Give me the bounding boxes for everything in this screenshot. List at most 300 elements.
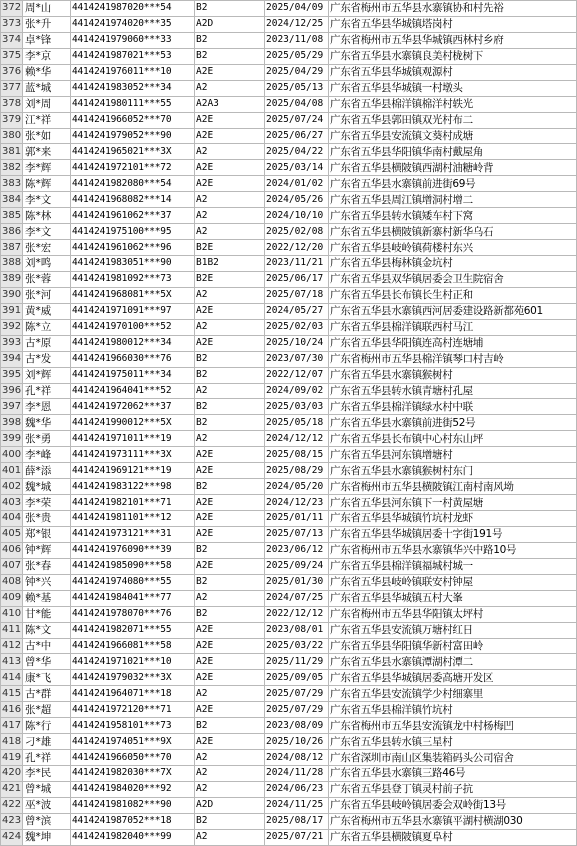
cell-date[interactable]: 2023/06/12 [265, 542, 329, 558]
cell-date[interactable]: 2025/04/22 [265, 144, 329, 160]
cell-name[interactable]: 赖*华 [23, 64, 71, 80]
cell-address[interactable]: 广东省五华县安流镇学少村细寨里 [329, 686, 577, 702]
row-header[interactable]: 379 [1, 112, 23, 128]
cell-license-class[interactable]: B2 [195, 399, 265, 415]
cell-name[interactable]: 黄*威 [23, 303, 71, 319]
cell-id-number[interactable]: 4414241974080***55 [71, 574, 195, 590]
cell-date[interactable]: 2024/08/12 [265, 750, 329, 766]
cell-license-class[interactable]: A2E [195, 112, 265, 128]
cell-name[interactable]: 古*发 [23, 351, 71, 367]
cell-address[interactable]: 广东省五华县河东镇下一村黄屋塘 [329, 495, 577, 511]
cell-license-class[interactable]: B1B2 [195, 256, 265, 272]
cell-address[interactable]: 广东省梅州市五华县横陂镇江南村南风坳 [329, 479, 577, 495]
cell-name[interactable]: 李*荣 [23, 495, 71, 511]
cell-name[interactable]: 张*超 [23, 702, 71, 718]
row-header[interactable]: 398 [1, 415, 23, 431]
cell-name[interactable]: 古*中 [23, 638, 71, 654]
row-header[interactable]: 424 [1, 829, 23, 845]
row-header[interactable]: 376 [1, 64, 23, 80]
cell-name[interactable]: 甘*能 [23, 606, 71, 622]
row-header[interactable]: 419 [1, 750, 23, 766]
cell-id-number[interactable]: 4414241974020***35 [71, 16, 195, 32]
cell-license-class[interactable]: A2E [195, 511, 265, 527]
cell-date[interactable]: 2025/10/24 [265, 335, 329, 351]
row-header[interactable]: 400 [1, 447, 23, 463]
cell-date[interactable]: 2024/05/20 [265, 479, 329, 495]
cell-license-class[interactable]: A2E [195, 526, 265, 542]
cell-id-number[interactable]: 4414241972101***72 [71, 160, 195, 176]
cell-address[interactable]: 广东省五华县水寨镇猴树村 [329, 367, 577, 383]
cell-address[interactable]: 广东省五华县水寨镇猴树村东门 [329, 463, 577, 479]
cell-id-number[interactable]: 4414241969121***19 [71, 463, 195, 479]
cell-license-class[interactable]: A2E [195, 734, 265, 750]
cell-id-number[interactable]: 4414241981101***12 [71, 511, 195, 527]
cell-name[interactable]: 郭*来 [23, 144, 71, 160]
cell-date[interactable]: 2025/11/29 [265, 654, 329, 670]
cell-name[interactable]: 康*飞 [23, 670, 71, 686]
cell-name[interactable]: 钟*辉 [23, 542, 71, 558]
cell-address[interactable]: 广东省五华县华城镇观源村 [329, 64, 577, 80]
cell-address[interactable]: 广东省五华县华城镇塔岗村 [329, 16, 577, 32]
cell-id-number[interactable]: 4414241983051***90 [71, 256, 195, 272]
cell-id-number[interactable]: 4414241970100***52 [71, 319, 195, 335]
cell-id-number[interactable]: 4414241983052***34 [71, 80, 195, 96]
cell-id-number[interactable]: 4414241968081***5X [71, 287, 195, 303]
cell-license-class[interactable]: A2 [195, 80, 265, 96]
row-header[interactable]: 421 [1, 781, 23, 797]
cell-name[interactable]: 曾*华 [23, 654, 71, 670]
row-header[interactable]: 395 [1, 367, 23, 383]
cell-license-class[interactable]: B2 [195, 32, 265, 48]
cell-address[interactable]: 广东省五华县安流镇万塘村红日 [329, 622, 577, 638]
cell-id-number[interactable]: 4414241976090***39 [71, 542, 195, 558]
cell-id-number[interactable]: 4414241982030***7X [71, 766, 195, 782]
cell-name[interactable]: 薛*添 [23, 463, 71, 479]
cell-license-class[interactable]: A2D [195, 16, 265, 32]
row-header[interactable]: 390 [1, 287, 23, 303]
cell-id-number[interactable]: 4414241971021***10 [71, 654, 195, 670]
cell-license-class[interactable]: B2 [195, 1, 265, 17]
cell-address[interactable]: 广东省五华县华阳镇华南村戴屋角 [329, 144, 577, 160]
cell-id-number[interactable]: 4414241990012***5X [71, 415, 195, 431]
cell-name[interactable]: 郑*银 [23, 526, 71, 542]
cell-date[interactable]: 2025/07/29 [265, 702, 329, 718]
cell-license-class[interactable]: A2E [195, 670, 265, 686]
cell-id-number[interactable]: 4414241985090***58 [71, 558, 195, 574]
row-header[interactable]: 373 [1, 16, 23, 32]
cell-id-number[interactable]: 4414241966050***70 [71, 750, 195, 766]
row-header[interactable]: 416 [1, 702, 23, 718]
cell-license-class[interactable]: A2E [195, 160, 265, 176]
row-header[interactable]: 388 [1, 256, 23, 272]
cell-address[interactable]: 广东省五华县长布镇中心村东山坪 [329, 431, 577, 447]
cell-date[interactable]: 2025/06/27 [265, 128, 329, 144]
cell-name[interactable]: 钟*兴 [23, 574, 71, 590]
row-header[interactable]: 392 [1, 319, 23, 335]
row-header[interactable]: 410 [1, 606, 23, 622]
cell-date[interactable]: 2024/11/28 [265, 766, 329, 782]
cell-address[interactable]: 广东省五华县转水镇矮车村下窝 [329, 208, 577, 224]
cell-name[interactable]: 古*群 [23, 686, 71, 702]
cell-address[interactable]: 广东省五华县棉洋镇棉洋村轶光 [329, 96, 577, 112]
cell-id-number[interactable]: 4414241979060***33 [71, 32, 195, 48]
cell-name[interactable]: 张*宏 [23, 240, 71, 256]
row-header[interactable]: 412 [1, 638, 23, 654]
cell-id-number[interactable]: 4414241981082***90 [71, 797, 195, 813]
cell-id-number[interactable]: 4414241984020***92 [71, 781, 195, 797]
cell-name[interactable]: 张*勇 [23, 431, 71, 447]
cell-id-number[interactable]: 4414241974051***9X [71, 734, 195, 750]
row-header[interactable]: 405 [1, 526, 23, 542]
cell-id-number[interactable]: 4414241973121***31 [71, 526, 195, 542]
cell-address[interactable]: 广东省梅州市五华县华阳镇太坪村 [329, 606, 577, 622]
cell-name[interactable]: 魏*华 [23, 415, 71, 431]
cell-license-class[interactable]: B2E [195, 271, 265, 287]
cell-name[interactable]: 孔*祥 [23, 750, 71, 766]
cell-name[interactable]: 陈*行 [23, 718, 71, 734]
cell-license-class[interactable]: B2 [195, 813, 265, 829]
cell-name[interactable]: 魏*坤 [23, 829, 71, 845]
cell-name[interactable]: 李*辉 [23, 160, 71, 176]
row-header[interactable]: 385 [1, 208, 23, 224]
row-header[interactable]: 387 [1, 240, 23, 256]
cell-name[interactable]: 李*京 [23, 48, 71, 64]
cell-name[interactable]: 刁*雄 [23, 734, 71, 750]
cell-id-number[interactable]: 4414241987052***18 [71, 813, 195, 829]
cell-id-number[interactable]: 4414241981092***73 [71, 271, 195, 287]
cell-license-class[interactable]: A2A3 [195, 96, 265, 112]
cell-address[interactable]: 广东省五华县华城镇五村大峯 [329, 590, 577, 606]
cell-address[interactable]: 广东省五华县横陂镇西湖村油糖岭背 [329, 160, 577, 176]
row-header[interactable]: 403 [1, 495, 23, 511]
cell-address[interactable]: 广东省五华县水寨镇三路46号 [329, 766, 577, 782]
cell-id-number[interactable]: 4414241958101***73 [71, 718, 195, 734]
cell-name[interactable]: 陈*立 [23, 319, 71, 335]
cell-id-number[interactable]: 4414241966081***58 [71, 638, 195, 654]
row-header[interactable]: 420 [1, 766, 23, 782]
cell-date[interactable]: 2025/08/17 [265, 813, 329, 829]
cell-address[interactable]: 广东省五华县梅林镇金坑村 [329, 256, 577, 272]
row-header[interactable]: 408 [1, 574, 23, 590]
cell-license-class[interactable]: A2 [195, 192, 265, 208]
row-header[interactable]: 413 [1, 654, 23, 670]
cell-address[interactable]: 广东省五华县岐岭镇居委会双岭街13号 [329, 797, 577, 813]
cell-id-number[interactable]: 4414241966052***70 [71, 112, 195, 128]
cell-date[interactable]: 2024/12/23 [265, 495, 329, 511]
cell-license-class[interactable]: A2 [195, 208, 265, 224]
cell-address[interactable]: 广东省五华县华阳镇华新村富田岭 [329, 638, 577, 654]
cell-address[interactable]: 广东省五华县棉洋镇绿水村中联 [329, 399, 577, 415]
cell-id-number[interactable]: 4414241973111***3X [71, 447, 195, 463]
cell-name[interactable]: 周*山 [23, 1, 71, 17]
cell-license-class[interactable]: B2 [195, 351, 265, 367]
cell-license-class[interactable]: B2 [195, 48, 265, 64]
cell-id-number[interactable]: 4414241961062***96 [71, 240, 195, 256]
cell-id-number[interactable]: 4414241971091***97 [71, 303, 195, 319]
row-header[interactable]: 394 [1, 351, 23, 367]
row-header[interactable]: 417 [1, 718, 23, 734]
row-header[interactable]: 422 [1, 797, 23, 813]
row-header[interactable]: 377 [1, 80, 23, 96]
cell-license-class[interactable]: A2E [195, 558, 265, 574]
cell-address[interactable]: 广东省五华县水寨镇前进街69号 [329, 176, 577, 192]
cell-address[interactable]: 广东省梅州市五华县水寨镇华兴中路10号 [329, 542, 577, 558]
cell-date[interactable]: 2023/11/08 [265, 32, 329, 48]
cell-name[interactable]: 张*河 [23, 287, 71, 303]
cell-date[interactable]: 2024/11/25 [265, 797, 329, 813]
cell-address[interactable]: 广东省五华县转水镇青塘村孔屋 [329, 383, 577, 399]
cell-date[interactable]: 2025/04/08 [265, 96, 329, 112]
cell-address[interactable]: 广东省五华县横陂镇新寨村新华乌石 [329, 224, 577, 240]
cell-id-number[interactable]: 4414241982071***55 [71, 622, 195, 638]
cell-date[interactable]: 2024/06/23 [265, 781, 329, 797]
cell-id-number[interactable]: 4414241964071***18 [71, 686, 195, 702]
cell-name[interactable]: 江*祥 [23, 112, 71, 128]
row-header[interactable]: 418 [1, 734, 23, 750]
cell-license-class[interactable]: A2 [195, 431, 265, 447]
cell-date[interactable]: 2025/05/13 [265, 80, 329, 96]
cell-date[interactable]: 2022/12/07 [265, 367, 329, 383]
cell-name[interactable]: 刘*周 [23, 96, 71, 112]
cell-license-class[interactable]: B2 [195, 415, 265, 431]
cell-address[interactable]: 广东省五华县华城镇居委高塘开发区 [329, 670, 577, 686]
cell-date[interactable]: 2025/01/30 [265, 574, 329, 590]
cell-address[interactable]: 广东省深圳市南山区集装箱码头公司宿舍 [329, 750, 577, 766]
cell-license-class[interactable]: A2D [195, 797, 265, 813]
cell-id-number[interactable]: 4414241968082***14 [71, 192, 195, 208]
cell-address[interactable]: 广东省五华县双华镇居委会卫生院宿舍 [329, 271, 577, 287]
cell-date[interactable]: 2024/12/12 [265, 431, 329, 447]
cell-address[interactable]: 广东省五华县水寨镇良美村栊树下 [329, 48, 577, 64]
row-header[interactable]: 384 [1, 192, 23, 208]
cell-name[interactable]: 蓝*城 [23, 80, 71, 96]
cell-license-class[interactable]: B2 [195, 367, 265, 383]
row-header[interactable]: 393 [1, 335, 23, 351]
cell-address[interactable]: 广东省五华县郭田镇双光村布二 [329, 112, 577, 128]
row-header[interactable]: 411 [1, 622, 23, 638]
cell-id-number[interactable]: 4414241961062***37 [71, 208, 195, 224]
cell-name[interactable]: 刘*辉 [23, 367, 71, 383]
cell-license-class[interactable]: A2 [195, 781, 265, 797]
cell-license-class[interactable]: A2E [195, 176, 265, 192]
row-header[interactable]: 415 [1, 686, 23, 702]
cell-name[interactable]: 陈*文 [23, 622, 71, 638]
cell-address[interactable]: 广东省五华县转水镇三星村 [329, 734, 577, 750]
cell-name[interactable]: 李*民 [23, 766, 71, 782]
cell-id-number[interactable]: 4414241982101***71 [71, 495, 195, 511]
cell-license-class[interactable]: A2E [195, 702, 265, 718]
cell-license-class[interactable]: A2E [195, 495, 265, 511]
cell-date[interactable]: 2024/07/25 [265, 590, 329, 606]
cell-date[interactable]: 2023/07/30 [265, 351, 329, 367]
cell-license-class[interactable]: A2E [195, 447, 265, 463]
cell-date[interactable]: 2022/12/20 [265, 240, 329, 256]
cell-name[interactable]: 李*文 [23, 224, 71, 240]
cell-address[interactable]: 广东省梅州市五华县水寨镇协和村先裕 [329, 1, 577, 17]
row-header[interactable]: 402 [1, 479, 23, 495]
cell-license-class[interactable]: A2E [195, 654, 265, 670]
cell-name[interactable]: 巫*波 [23, 797, 71, 813]
row-header[interactable]: 399 [1, 431, 23, 447]
cell-license-class[interactable]: A2 [195, 287, 265, 303]
cell-date[interactable]: 2024/10/10 [265, 208, 329, 224]
cell-address[interactable]: 广东省五华县水寨镇潭湖村潭二 [329, 654, 577, 670]
cell-license-class[interactable]: B2 [195, 542, 265, 558]
cell-id-number[interactable]: 4414241975100***95 [71, 224, 195, 240]
cell-date[interactable]: 2023/11/21 [265, 256, 329, 272]
cell-address[interactable]: 广东省五华县周江镇增洞村增二 [329, 192, 577, 208]
cell-address[interactable]: 广东省五华县水寨镇西河居委建设路新都苑601 [329, 303, 577, 319]
cell-license-class[interactable]: B2E [195, 240, 265, 256]
cell-address[interactable]: 广东省五华县水寨镇前进街52号 [329, 415, 577, 431]
cell-address[interactable]: 广东省梅州市五华县华城镇西林村乡府 [329, 32, 577, 48]
cell-date[interactable]: 2024/05/26 [265, 192, 329, 208]
cell-id-number[interactable]: 4414241966030***76 [71, 351, 195, 367]
cell-date[interactable]: 2023/08/09 [265, 718, 329, 734]
cell-date[interactable]: 2025/07/24 [265, 112, 329, 128]
cell-date[interactable]: 2025/05/29 [265, 48, 329, 64]
row-header[interactable]: 372 [1, 1, 23, 17]
cell-license-class[interactable]: A2 [195, 590, 265, 606]
cell-address[interactable]: 广东省五华县岐岭镇荷楼村东兴 [329, 240, 577, 256]
cell-address[interactable]: 广东省五华县安流镇文葵村成塘 [329, 128, 577, 144]
cell-date[interactable]: 2025/01/11 [265, 511, 329, 527]
cell-address[interactable]: 广东省五华县岐岭镇联安村钟屋 [329, 574, 577, 590]
cell-id-number[interactable]: 4414241976011***10 [71, 64, 195, 80]
cell-date[interactable]: 2025/04/09 [265, 1, 329, 17]
cell-date[interactable]: 2025/06/17 [265, 271, 329, 287]
cell-address[interactable]: 广东省梅州市五华县安流镇龙中村杨梅凹 [329, 718, 577, 734]
cell-name[interactable]: 李*文 [23, 192, 71, 208]
cell-address[interactable]: 广东省五华县登丁镇灵村前子抗 [329, 781, 577, 797]
cell-date[interactable]: 2025/07/18 [265, 287, 329, 303]
cell-id-number[interactable]: 4414241964041***52 [71, 383, 195, 399]
row-header[interactable]: 375 [1, 48, 23, 64]
cell-address[interactable]: 广东省五华县河东镇增塘村 [329, 447, 577, 463]
row-header[interactable]: 423 [1, 813, 23, 829]
cell-date[interactable]: 2025/08/15 [265, 447, 329, 463]
cell-date[interactable]: 2025/07/21 [265, 829, 329, 845]
cell-address[interactable]: 广东省五华县华城镇一村墩头 [329, 80, 577, 96]
cell-id-number[interactable]: 4414241987021***53 [71, 48, 195, 64]
cell-license-class[interactable]: A2 [195, 750, 265, 766]
cell-date[interactable]: 2025/08/29 [265, 463, 329, 479]
row-header[interactable]: 396 [1, 383, 23, 399]
cell-name[interactable]: 刘*鸣 [23, 256, 71, 272]
cell-address[interactable]: 广东省五华县华城镇居委十字街191号 [329, 526, 577, 542]
cell-id-number[interactable]: 4414241972062***37 [71, 399, 195, 415]
cell-date[interactable]: 2023/08/01 [265, 622, 329, 638]
cell-address[interactable]: 广东省五华县棉洋镇竹坑村 [329, 702, 577, 718]
cell-license-class[interactable]: A2E [195, 303, 265, 319]
cell-date[interactable]: 2025/09/05 [265, 670, 329, 686]
row-header[interactable]: 374 [1, 32, 23, 48]
cell-license-class[interactable]: A2 [195, 383, 265, 399]
row-header[interactable]: 406 [1, 542, 23, 558]
cell-id-number[interactable]: 4414241987020***54 [71, 1, 195, 17]
cell-address[interactable]: 广东省五华县华阳镇连高村连塘埔 [329, 335, 577, 351]
cell-license-class[interactable]: B2 [195, 606, 265, 622]
cell-id-number[interactable]: 4414241984041***77 [71, 590, 195, 606]
cell-name[interactable]: 张*春 [23, 558, 71, 574]
cell-name[interactable]: 李*恩 [23, 399, 71, 415]
cell-name[interactable]: 李*峰 [23, 447, 71, 463]
row-header[interactable]: 378 [1, 96, 23, 112]
cell-name[interactable]: 曾*滨 [23, 813, 71, 829]
cell-address[interactable]: 广东省五华县横陂镇夏阜村 [329, 829, 577, 845]
cell-name[interactable]: 张*蓉 [23, 271, 71, 287]
cell-name[interactable]: 陈*辉 [23, 176, 71, 192]
row-header[interactable]: 382 [1, 160, 23, 176]
cell-id-number[interactable]: 4414241971011***19 [71, 431, 195, 447]
cell-date[interactable]: 2025/10/26 [265, 734, 329, 750]
cell-license-class[interactable]: A2E [195, 463, 265, 479]
cell-name[interactable]: 赖*基 [23, 590, 71, 606]
cell-date[interactable]: 2025/07/13 [265, 526, 329, 542]
row-header[interactable]: 409 [1, 590, 23, 606]
cell-name[interactable]: 张*贵 [23, 511, 71, 527]
cell-date[interactable]: 2024/12/25 [265, 16, 329, 32]
cell-date[interactable]: 2024/05/27 [265, 303, 329, 319]
cell-name[interactable]: 魏*城 [23, 479, 71, 495]
cell-name[interactable]: 张*升 [23, 16, 71, 32]
cell-id-number[interactable]: 4414241965021***3X [71, 144, 195, 160]
cell-license-class[interactable]: B2 [195, 574, 265, 590]
cell-license-class[interactable]: A2 [195, 144, 265, 160]
cell-name[interactable]: 孔*祥 [23, 383, 71, 399]
cell-date[interactable]: 2025/02/03 [265, 319, 329, 335]
cell-id-number[interactable]: 4414241972120***71 [71, 702, 195, 718]
cell-date[interactable]: 2025/03/03 [265, 399, 329, 415]
cell-date[interactable]: 2024/09/02 [265, 383, 329, 399]
cell-license-class[interactable]: A2E [195, 64, 265, 80]
cell-date[interactable]: 2022/12/12 [265, 606, 329, 622]
cell-license-class[interactable]: A2 [195, 686, 265, 702]
row-header[interactable]: 389 [1, 271, 23, 287]
cell-date[interactable]: 2025/09/24 [265, 558, 329, 574]
cell-name[interactable]: 卓*锋 [23, 32, 71, 48]
cell-date[interactable]: 2024/01/02 [265, 176, 329, 192]
cell-license-class[interactable]: A2E [195, 128, 265, 144]
cell-date[interactable]: 2025/03/14 [265, 160, 329, 176]
cell-id-number[interactable]: 4414241982040***99 [71, 829, 195, 845]
cell-id-number[interactable]: 4414241982080***54 [71, 176, 195, 192]
row-header[interactable]: 401 [1, 463, 23, 479]
row-header[interactable]: 381 [1, 144, 23, 160]
row-header[interactable]: 414 [1, 670, 23, 686]
cell-date[interactable]: 2025/02/08 [265, 224, 329, 240]
row-header[interactable]: 386 [1, 224, 23, 240]
cell-name[interactable]: 曾*城 [23, 781, 71, 797]
cell-id-number[interactable]: 4414241980111***55 [71, 96, 195, 112]
row-header[interactable]: 383 [1, 176, 23, 192]
cell-address[interactable]: 广东省五华县棉洋镇联西村马江 [329, 319, 577, 335]
cell-name[interactable]: 古*原 [23, 335, 71, 351]
cell-id-number[interactable]: 4414241979052***90 [71, 128, 195, 144]
cell-license-class[interactable]: A2E [195, 622, 265, 638]
cell-address[interactable]: 广东省五华县棉洋镇福城村城一 [329, 558, 577, 574]
cell-name[interactable]: 张*如 [23, 128, 71, 144]
cell-id-number[interactable]: 4414241979032***3X [71, 670, 195, 686]
cell-license-class[interactable]: A2 [195, 766, 265, 782]
cell-address[interactable]: 广东省五华县长布镇长生村正和 [329, 287, 577, 303]
cell-date[interactable]: 2025/03/22 [265, 638, 329, 654]
cell-license-class[interactable]: B2 [195, 718, 265, 734]
cell-address[interactable]: 广东省五华县华城镇竹坑村龙虾 [329, 511, 577, 527]
cell-id-number[interactable]: 4414241980012***34 [71, 335, 195, 351]
cell-license-class[interactable]: A2 [195, 319, 265, 335]
cell-id-number[interactable]: 4414241975011***34 [71, 367, 195, 383]
